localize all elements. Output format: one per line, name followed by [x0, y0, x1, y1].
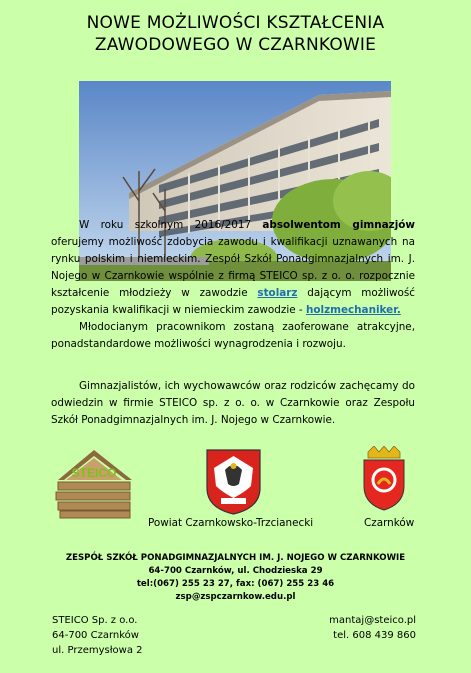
paragraph-invitation [51, 378, 415, 429]
powiat-coat-of-arms [205, 448, 262, 516]
czarnkow-coat-of-arms [360, 446, 408, 512]
page-title [0, 12, 471, 56]
intro-text-3: dającym możliwość pozyskania kwalifikacji w niemieckim zawodzie - [51, 287, 415, 316]
school-address: 64-700 Czarnków, ul. Chodzieska 29 [148, 566, 323, 576]
title-line-2: ZAWODOWEGO W CZARNKOWIE [94, 35, 377, 55]
intro-bold: absolwentom gimnazjów [262, 219, 415, 231]
invitation-text: Gimnazjalistów, ich wychowawców oraz rodziców zachęcamy do odwiedzin w firmie STEICO sp. z o. o. w Czarnkowie oraz Zespołu Szkół Ponadgimnazjalnych im. J. Nojego w Czarnkowie. [51, 380, 415, 426]
steico-city: 64-700 Czarnków [52, 630, 139, 641]
steico-contact [329, 613, 416, 643]
paragraph-benefits: Młodocianym pracownikom zostaną zaoferowane atrakcyjne, ponadstandardowe możliwości wynagrodzenia i rozwoju. [51, 321, 415, 350]
stolarz-link[interactable]: stolarz [257, 287, 298, 299]
powiat-caption: Powiat Czarnkowsko-Trzcianecki [148, 517, 314, 529]
steico-logo [52, 448, 136, 520]
steico-phone: tel. 608 439 860 [333, 630, 416, 641]
school-contact-block [0, 552, 471, 604]
school-email[interactable]: zsp@zspczarnkow.edu.pl [175, 592, 296, 602]
intro-text-1: W roku szkolnym 2016/2017 [79, 219, 263, 231]
steico-logo-text: STEICO [71, 466, 117, 480]
school-phone: tel:(067) 255 23 27, fax: (067) 255 23 46 [136, 579, 335, 589]
steico-street: ul. Przemysłowa 2 [52, 645, 143, 656]
school-name: ZESPÓŁ SZKÓŁ PONADGIMNAZJALNYCH IM. J. NOJEGO W CZARNKOWIE [65, 553, 406, 563]
holzmechaniker-link[interactable]: holzmechaniker. [305, 304, 401, 316]
paragraph-intro [51, 217, 415, 353]
steico-company: STEICO Sp. z o.o. [52, 615, 138, 626]
intro-text-2: oferujemy możliwość zdobycia zawodu i kwalifikacji uznawanych na rynku polskim i niemieckim. Zespół Szkół Ponadgimnazjalnych im. J. Nojego w Czarnkowie wspólnie z firmą STEICO sp. z o. o. rozpocznie kształcenie młodzieży w zawodzie [51, 236, 415, 299]
steico-email[interactable]: mantaj@steico.pl [329, 615, 416, 626]
title-line-1: NOWE MOŻLIWOŚCI KSZTAŁCENIA [86, 13, 385, 33]
steico-address [52, 613, 143, 658]
czarnkow-caption: Czarnków [364, 517, 415, 529]
